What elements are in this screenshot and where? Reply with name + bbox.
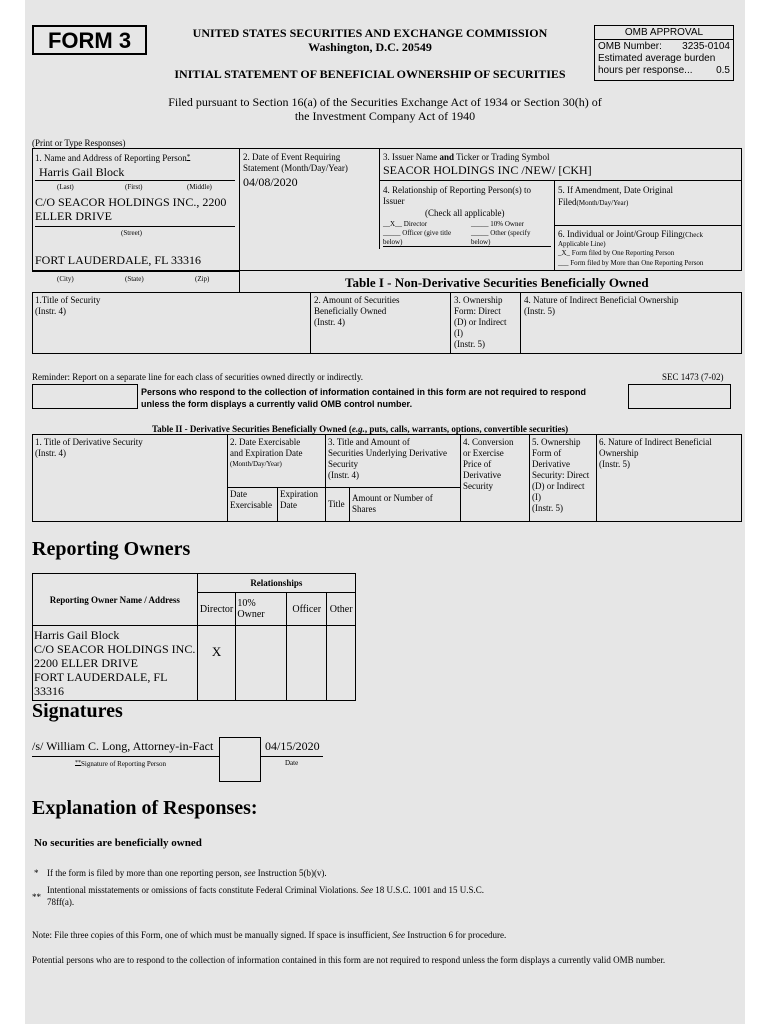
signer: /s/ William C. Long, Attorney-in-Fact xyxy=(32,739,214,753)
filed-by-more[interactable]: ___ Form filed by More than One Reporting Person xyxy=(558,259,704,267)
amount-header xyxy=(352,493,433,515)
filed-pursuant-2: the Investment Company Act of 1940 xyxy=(294,109,476,123)
explanation-heading: Explanation of Responses: xyxy=(32,797,258,819)
omb-notice xyxy=(141,386,586,410)
last-caption: (Last) xyxy=(57,183,74,191)
director-header: Director xyxy=(197,593,236,626)
signature-caption-text: Signature of Reporting Person xyxy=(81,760,166,768)
note-post: Instruction 6 for procedure. xyxy=(405,930,507,940)
form-title: INITIAL STATEMENT OF BENEFICIAL OWNERSHIP OF SECURITIES xyxy=(174,67,566,81)
address-line-2: ELLER DRIVE xyxy=(35,209,112,223)
table2-col6-line: (Instr. 5) xyxy=(599,459,630,469)
box5-label: 5. If Amendment, Date Original xyxy=(558,185,673,195)
omb-notice-line-2: unless the form displays a currently valid OMB control number. xyxy=(141,399,413,409)
amount-line: Amount or Number of xyxy=(352,493,433,503)
table2-col6-line: 6. Nature of Indirect Beneficial xyxy=(599,437,712,447)
owner-address xyxy=(33,626,198,701)
omb-notice-line-1: Persons who respond to the collection of information contained in this form are not required to respond xyxy=(141,387,587,397)
explanation-text: No securities are beneficially owned xyxy=(34,837,202,849)
note-pre: Note: File three copies of this Form, one of which must be manually signed. If space is insufficient, xyxy=(32,930,393,940)
footnote-2-see: See xyxy=(360,885,373,895)
sec-number: SEC 1473 (7-02) xyxy=(662,372,724,382)
ten-pct-option[interactable]: _____ 10% Owner xyxy=(471,220,524,228)
table2-col4-line: Price of xyxy=(463,459,492,469)
table1-col2-line: Beneficially Owned xyxy=(314,306,387,316)
table2-col2 xyxy=(230,437,302,470)
table2-col3 xyxy=(328,437,447,481)
footnote-2-mark: ** xyxy=(32,892,41,902)
table2-col2-line: and Expiration Date xyxy=(230,448,303,458)
table1-col4-line: 4. Nature of Indirect Beneficial Ownership xyxy=(524,295,679,305)
hours-value: 0.5 xyxy=(716,65,730,76)
middle-caption: (Middle) xyxy=(187,183,212,191)
check-all: (Check all applicable) xyxy=(425,208,505,218)
box3-label-and: and xyxy=(439,152,454,162)
other-cell xyxy=(327,626,356,701)
table2-col3-line: (Instr. 4) xyxy=(328,470,359,480)
owner-line: Harris Gail Block xyxy=(34,628,120,642)
director-mark: X xyxy=(197,626,236,701)
box2-label-2: Statement (Month/Day/Year) xyxy=(243,163,348,173)
footnote-2 xyxy=(47,884,484,908)
filed-pursuant: Filed pursuant to Section 16(a) of the Securities Exchange Act of 1934 or Section 30(h) of xyxy=(168,95,602,109)
signature-star: ** xyxy=(75,760,81,766)
signature-gap-box xyxy=(219,737,261,782)
table2-col3-line: Security xyxy=(328,459,358,469)
box6-applicable: Applicable Line) xyxy=(558,240,606,248)
ten-pct-header xyxy=(236,593,287,626)
street-caption: (Street) xyxy=(121,229,142,237)
table2-col1-line: 1. Title of Derivative Security xyxy=(35,437,143,447)
omb-notice-left-box xyxy=(32,384,138,409)
omb-approval-box xyxy=(594,25,734,81)
officer-option-2: below) xyxy=(383,238,403,246)
table1-col3-line: 3. Ownership xyxy=(454,295,503,305)
footnote-2-pre: Intentional misstatements or omissions of facts constitute Federal Criminal Violations. xyxy=(47,885,361,895)
address-line-1: C/O SEACOR HOLDINGS INC., 2200 xyxy=(35,195,227,209)
table2-col5-line: Security: Direct xyxy=(532,470,590,480)
table-row xyxy=(33,626,356,701)
box6-label-text: 6. Individual or Joint/Group Filing xyxy=(558,229,683,239)
box1-label-text: 1. Name and Address of Reporting Person xyxy=(35,153,187,163)
box5-filed-format: (Month/Day/Year) xyxy=(576,199,629,207)
table2-col2-line: 2. Date Exercisable xyxy=(230,437,301,447)
omb-number-label: OMB Number: xyxy=(598,41,662,52)
table2-col4-line: Derivative xyxy=(463,470,501,480)
box5-filed: Filed xyxy=(558,197,577,207)
signatures-heading: Signatures xyxy=(32,700,123,722)
owner-name-header: Reporting Owner Name / Address xyxy=(33,574,198,626)
omb-number: 3235-0104 xyxy=(682,41,730,52)
box4-label-1: 4. Relationship of Reporting Person(s) to xyxy=(383,185,531,195)
ten-pct-line: 10% xyxy=(237,598,256,609)
table1-col2-line: 2. Amount of Securities xyxy=(314,295,400,305)
zip-caption: (Zip) xyxy=(195,275,210,283)
footnote-1-post: Instruction 5(b)(v). xyxy=(255,868,327,878)
table1-col3-line: Form: Direct xyxy=(454,306,501,316)
table2-col4-line: Security xyxy=(463,481,493,491)
box4-label-2: Issuer xyxy=(383,196,405,206)
officer-option[interactable]: _____ Officer (give title xyxy=(383,229,452,237)
table1-col3-line: (Instr. 5) xyxy=(454,339,485,349)
owner-line: FORT LAUDERDALE, FL 33316 xyxy=(34,670,167,698)
reporting-person-name: Harris Gail Block xyxy=(39,165,125,179)
reminder: Reminder: Report on a separate line for each class of securities owned directly or indirectly. xyxy=(32,372,364,382)
agency-location: Washington, D.C. 20549 xyxy=(308,40,432,54)
potential-persons: Potential persons who are to respond to the collection of information contained in this form are not required to respond unless the form displays a currently valid OMB number. xyxy=(32,955,666,965)
officer-header: Officer xyxy=(287,593,327,626)
ten-pct-cell xyxy=(236,626,287,701)
city-line: FORT LAUDERDALE, FL 33316 xyxy=(35,253,201,267)
footnote-2-line-2: 78ff(a). xyxy=(47,897,75,907)
ten-pct-line: Owner xyxy=(237,609,265,620)
table1-title: Table I - Non-Derivative Securities Beneficially Owned xyxy=(345,275,649,290)
table1-col1-line: 1.Title of Security xyxy=(35,295,101,305)
date-exercisable-line: Date xyxy=(230,489,247,499)
table2-title-eg: e.g. xyxy=(351,424,365,434)
other-option-2: below) xyxy=(471,238,491,246)
state-caption: (State) xyxy=(125,275,144,283)
expiration-date-header xyxy=(280,489,318,511)
filed-by-one[interactable]: _X_ Form filed by One Reporting Person xyxy=(558,249,675,257)
box5-label-2 xyxy=(558,197,628,207)
expiration-line: Date xyxy=(280,500,297,510)
hours-label: hours per response... xyxy=(598,65,693,76)
date-caption: Date xyxy=(285,759,299,767)
burden-label: Estimated average burden xyxy=(598,53,716,64)
table2-col4-line: or Exercise xyxy=(463,448,504,458)
title-header: Title xyxy=(328,499,345,509)
table2-col3-line: 3. Title and Amount of xyxy=(328,437,410,447)
table2-col1 xyxy=(35,437,143,459)
expiration-line: Expiration xyxy=(280,489,318,499)
table2-col1-line: (Instr. 4) xyxy=(35,448,66,458)
table2-title xyxy=(152,424,568,434)
footnote-2-post: 18 U.S.C. 1001 and 15 U.S.C. xyxy=(373,885,485,895)
note xyxy=(32,930,506,940)
footnote-1 xyxy=(47,868,327,878)
form-label: FORM 3 xyxy=(32,25,147,55)
box6-label-check: (Check xyxy=(682,231,703,239)
omb-notice-right-box xyxy=(628,384,731,409)
omb-approval-title: OMB APPROVAL xyxy=(595,26,733,40)
reporting-owners-table xyxy=(32,573,356,701)
officer-cell xyxy=(287,626,327,701)
relationships-header: Relationships xyxy=(197,574,355,593)
owner-line: C/O SEACOR HOLDINGS INC. xyxy=(34,642,196,656)
box3-label-pre: 3. Issuer Name xyxy=(383,152,440,162)
date-exercisable-header xyxy=(230,489,272,511)
box2-label-1: 2. Date of Event Requiring xyxy=(243,152,341,162)
table2-col6 xyxy=(599,437,712,470)
table2-col5-line: 5. Ownership xyxy=(532,437,581,447)
table1-col2 xyxy=(314,295,400,328)
city-caption: (City) xyxy=(57,275,74,283)
footnote-1-pre: If the form is filed by more than one reporting person, xyxy=(47,868,244,878)
table2-col5-line: (Instr. 5) xyxy=(532,503,563,513)
hours-row xyxy=(595,65,733,77)
box3-label-post: Ticker or Trading Symbol xyxy=(454,152,550,162)
table2-col5-line: (I) xyxy=(532,492,541,502)
table2-title-post: , puts, calls, warrants, options, convertible securities) xyxy=(364,424,569,434)
first-caption: (First) xyxy=(125,183,143,191)
box6-label xyxy=(558,229,703,239)
print-note: (Print or Type Responses) xyxy=(32,138,126,148)
table2-col4-line: 4. Conversion xyxy=(463,437,514,447)
table2-col5 xyxy=(532,437,589,514)
table1-col1 xyxy=(35,295,100,317)
owner-line: 2200 ELLER DRIVE xyxy=(34,656,138,670)
table2-col6-line: Ownership xyxy=(599,448,639,458)
note-see: See xyxy=(392,930,406,940)
table2-col2-format: (Month/Day/Year) xyxy=(230,460,282,468)
table1-col3 xyxy=(454,295,506,350)
table1-col4 xyxy=(524,295,678,317)
footnote-1-see: see xyxy=(243,868,256,878)
other-option[interactable]: _____ Other (specify xyxy=(471,229,531,237)
date-exercisable-line: Exercisable xyxy=(230,500,272,510)
table2-col5-line: Form of xyxy=(532,448,562,458)
table2-col3-line: Securities Underlying Derivative xyxy=(328,448,447,458)
box1-star: * xyxy=(186,153,191,161)
other-header: Other xyxy=(327,593,356,626)
director-option[interactable]: __X__ Director xyxy=(383,220,428,228)
box3-label xyxy=(383,152,550,162)
table1-col3-line: (I) xyxy=(454,328,463,338)
form-page xyxy=(25,0,745,1024)
reporting-owners-heading: Reporting Owners xyxy=(32,538,191,560)
footnote-1-mark: * xyxy=(34,868,39,878)
table2-col5-line: (D) or Indirect xyxy=(532,481,585,491)
signature-date: 04/15/2020 xyxy=(265,739,320,753)
issuer-name: SEACOR HOLDINGS INC /NEW/ [CKH] xyxy=(383,163,592,177)
table2-col4 xyxy=(463,437,514,492)
agency-name: UNITED STATES SECURITIES AND EXCHANGE COMMISSION xyxy=(192,26,548,40)
table2-col5-line: Derivative xyxy=(532,459,570,469)
table1-col4-line: (Instr. 5) xyxy=(524,306,555,316)
table1-col2-line: (Instr. 4) xyxy=(314,317,345,327)
event-date: 04/08/2020 xyxy=(243,175,298,189)
box1-label xyxy=(35,153,190,163)
table2-title-pre: Table II - Derivative Securities Beneficially Owned ( xyxy=(152,424,352,434)
amount-line: Shares xyxy=(352,504,376,514)
table1-col3-line: (D) or Indirect xyxy=(454,317,507,327)
table1-col1-line: (Instr. 4) xyxy=(35,306,66,316)
signature-caption xyxy=(75,760,166,768)
omb-number-row xyxy=(595,40,733,53)
